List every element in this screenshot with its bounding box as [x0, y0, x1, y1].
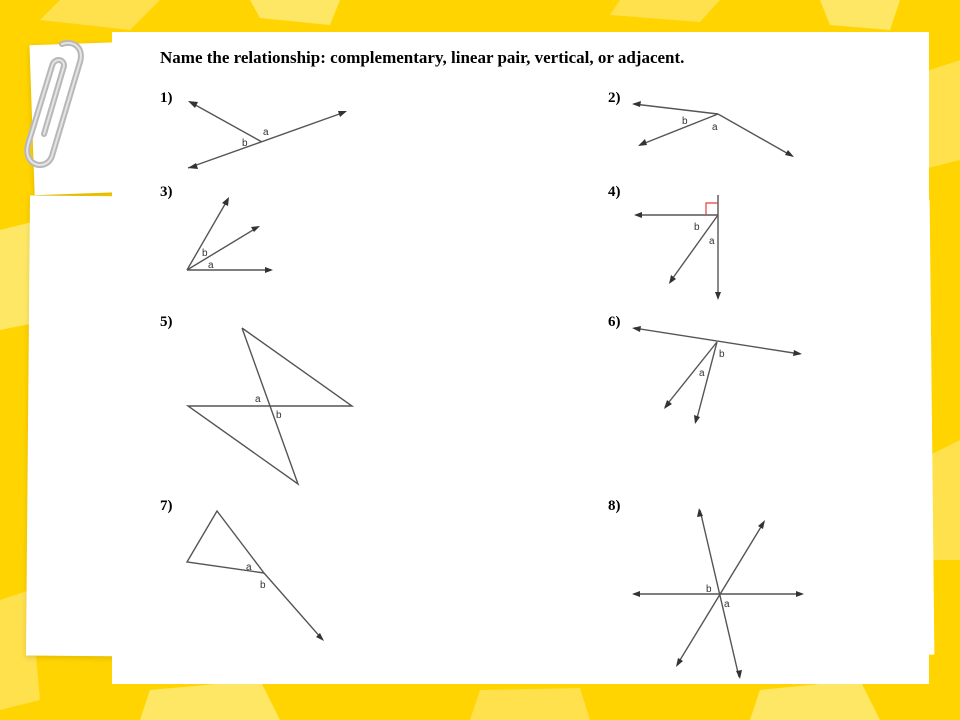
problem-7-label-a: a: [246, 562, 252, 573]
problem-4-number: 4): [608, 184, 621, 200]
problem-5-number: 5): [160, 314, 173, 330]
problem-7-figure: [187, 511, 324, 641]
problem-1-label-a: a: [263, 127, 269, 138]
problem-5-figure: [188, 328, 352, 484]
problem-8-label-b: b: [706, 584, 712, 595]
worksheet-page: [112, 32, 929, 684]
angle-figures: [112, 32, 929, 684]
problem-1-figure: [188, 101, 347, 169]
worksheet-title: Name the relationship: complementary, linear pair, vertical, or adjacent.: [160, 48, 685, 67]
problem-4-label-b: b: [694, 222, 700, 233]
problem-2-figure: [632, 101, 794, 157]
problem-7-label-b: b: [260, 580, 266, 591]
problem-4-figure: [634, 195, 721, 300]
problem-6-label-b: b: [719, 349, 725, 360]
problem-5-label-a: a: [255, 394, 261, 405]
problem-5-label-b: b: [276, 410, 282, 421]
problem-6-number: 6): [608, 314, 621, 330]
problem-2-number: 2): [608, 90, 621, 106]
problem-1-number: 1): [160, 90, 173, 106]
problem-2-label-b: b: [682, 116, 688, 127]
problem-4-label-a: a: [709, 236, 715, 247]
problem-7-number: 7): [160, 498, 173, 514]
problem-3-figure: [187, 197, 273, 273]
problem-1-label-b: b: [242, 138, 248, 149]
problem-3-label-b: b: [202, 248, 208, 259]
problem-8-label-a: a: [724, 599, 730, 610]
problem-6-figure: [632, 326, 802, 424]
problem-2-label-a: a: [712, 122, 718, 133]
problem-6-label-a: a: [699, 368, 705, 379]
problem-3-label-a: a: [208, 260, 214, 271]
problem-8-number: 8): [608, 498, 621, 514]
problem-3-number: 3): [160, 184, 173, 200]
paperclip-icon: [18, 36, 88, 176]
problem-8-figure: [632, 508, 804, 679]
